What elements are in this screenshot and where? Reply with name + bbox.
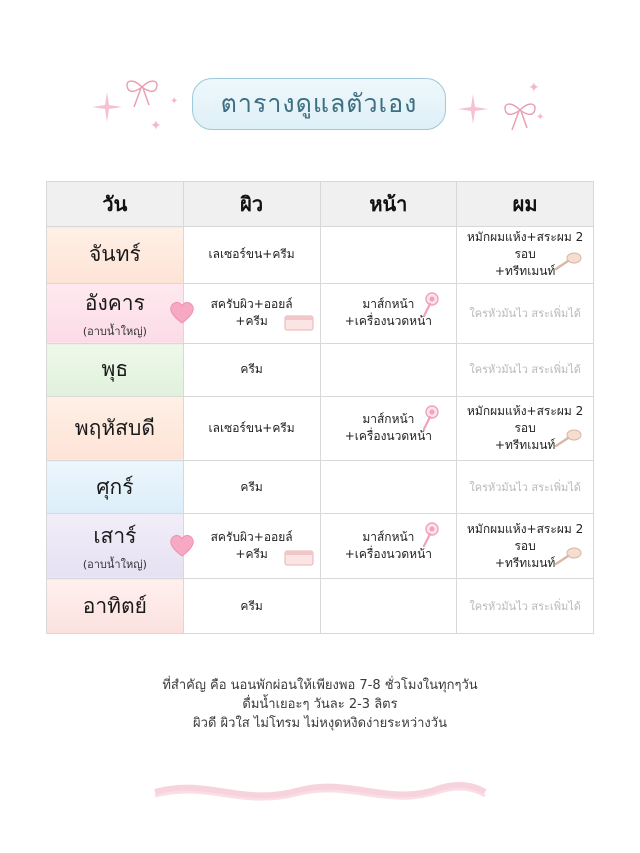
skin-cell: [183, 579, 320, 634]
face-cell-text: มาส์กหน้า +เครื่องนวดหน้า: [344, 530, 433, 562]
hair-cell: [457, 461, 594, 514]
face-roller-icon: [420, 522, 442, 553]
hair-cell-text: ใครหัวมันไว สระเพิ่มได้: [469, 599, 581, 613]
skin-cell: [183, 283, 320, 344]
skin-cell: [183, 396, 320, 461]
face-cell: [320, 227, 457, 284]
hair-cell-text: ใครหัวมันไว สระเพิ่มได้: [469, 480, 581, 494]
note-line: ผิวดี ผิวใส ไม่โทรม ไม่หงุดหงิดง่ายระหว่างวัน: [193, 716, 447, 731]
header-face: หน้า: [320, 182, 457, 227]
table-header-row: [47, 182, 594, 227]
hair-spoon-icon: [553, 427, 583, 454]
skin-cell-text: ครีม: [240, 479, 263, 494]
skin-cell: [183, 227, 320, 284]
skin-cell-text: สครับผิว+ออยล์ +ครีม: [210, 297, 293, 329]
hair-cell: [457, 227, 594, 284]
sparkle-left-icon: [92, 92, 122, 122]
face-cell: [320, 579, 457, 634]
header-hair: ผม: [457, 182, 594, 227]
notes: [0, 676, 640, 733]
towel-icon: [284, 314, 314, 337]
note-line: ดื่มน้ำเยอะๆ วันละ 2-3 ลิตร: [242, 697, 398, 712]
note-line: ที่สำคัญ คือ นอนพักผ่อนให้เพียงพอ 7-8 ชั่วโมงในทุกๆวัน: [162, 678, 478, 693]
day-cell: [47, 396, 184, 461]
hair-cell: [457, 344, 594, 397]
hair-cell-text: หมักผมแห้ง+สระผม 2 รอบ +ทรีทเมนท์: [467, 521, 584, 570]
day-subtitle: (อาบน้ำใหญ่): [82, 557, 147, 571]
skin-cell-text: สครับผิว+ออยล์ +ครีม: [210, 530, 293, 562]
skin-cell-text: ครีม: [240, 362, 263, 377]
day-name: ศุกร์: [96, 474, 134, 499]
day-name: พุธ: [101, 357, 129, 382]
face-cell: [320, 344, 457, 397]
star-small-icon: ✦: [528, 80, 540, 96]
hair-cell-text: ใครหัวมันไว สระเพิ่มได้: [469, 306, 581, 320]
table-row: [47, 283, 594, 344]
day-cell: [47, 227, 184, 284]
bow-right-icon: [500, 98, 540, 132]
day-cell: [47, 513, 184, 579]
face-cell: [320, 396, 457, 461]
day-name: อังคาร: [84, 290, 145, 315]
day-name: อาทิตย์: [82, 593, 147, 618]
skin-cell: [183, 513, 320, 579]
day-cell: [47, 461, 184, 514]
header-day: วัน: [47, 182, 184, 227]
day-cell: [47, 283, 184, 344]
day-name: เสาร์: [93, 523, 137, 548]
skin-cell-text: ครีม: [240, 598, 263, 613]
table-row: [47, 344, 594, 397]
day-subtitle: (อาบน้ำใหญ่): [82, 324, 147, 338]
bow-left-icon: [122, 75, 162, 109]
heart-icon: [169, 301, 195, 330]
face-cell: [320, 461, 457, 514]
heart-icon: [169, 534, 195, 563]
table-row: [47, 461, 594, 514]
hair-cell-text: หมักผมแห้ง+สระผม 2 รอบ +ทรีทเมนท์: [467, 230, 584, 279]
hair-cell: [457, 579, 594, 634]
face-roller-icon: [420, 405, 442, 436]
ribbon-decoration-icon: [150, 772, 490, 816]
hair-cell: [457, 513, 594, 579]
table-row: [47, 513, 594, 579]
table-row: [47, 579, 594, 634]
face-cell-text: มาส์กหน้า +เครื่องนวดหน้า: [344, 297, 433, 329]
page-title: ตารางดูแลตัวเอง: [192, 78, 446, 130]
hair-cell-text: หมักผมแห้ง+สระผม 2 รอบ +ทรีทเมนท์: [467, 403, 584, 452]
face-cell: [320, 513, 457, 579]
day-cell: [47, 579, 184, 634]
day-name: จันทร์: [88, 242, 141, 267]
skin-cell: [183, 461, 320, 514]
face-cell-text: มาส์กหน้า +เครื่องนวดหน้า: [344, 412, 433, 444]
star-small-icon: ✦: [536, 112, 545, 123]
skin-cell-text: เลเซอร์ขน+ครีม: [208, 247, 295, 262]
star-small-icon: ✦: [170, 96, 179, 107]
table-row: [47, 227, 594, 284]
day-cell: [47, 344, 184, 397]
schedule-table: [46, 181, 594, 634]
hair-cell: [457, 283, 594, 344]
hair-spoon-icon: [553, 545, 583, 572]
towel-icon: [284, 549, 314, 572]
header-skin: ผิว: [183, 182, 320, 227]
hair-spoon-icon: [553, 250, 583, 277]
skin-cell: [183, 344, 320, 397]
face-roller-icon: [420, 292, 442, 323]
star-small-icon: ✦: [150, 118, 162, 134]
skin-cell-text: เลเซอร์ขน+ครีม: [208, 420, 295, 435]
face-cell: [320, 283, 457, 344]
table-row: [47, 396, 594, 461]
sparkle-right-icon: [458, 94, 488, 124]
hair-cell: [457, 396, 594, 461]
day-name: พฤหัสบดี: [74, 415, 155, 440]
hair-cell-text: ใครหัวมันไว สระเพิ่มได้: [469, 363, 581, 377]
